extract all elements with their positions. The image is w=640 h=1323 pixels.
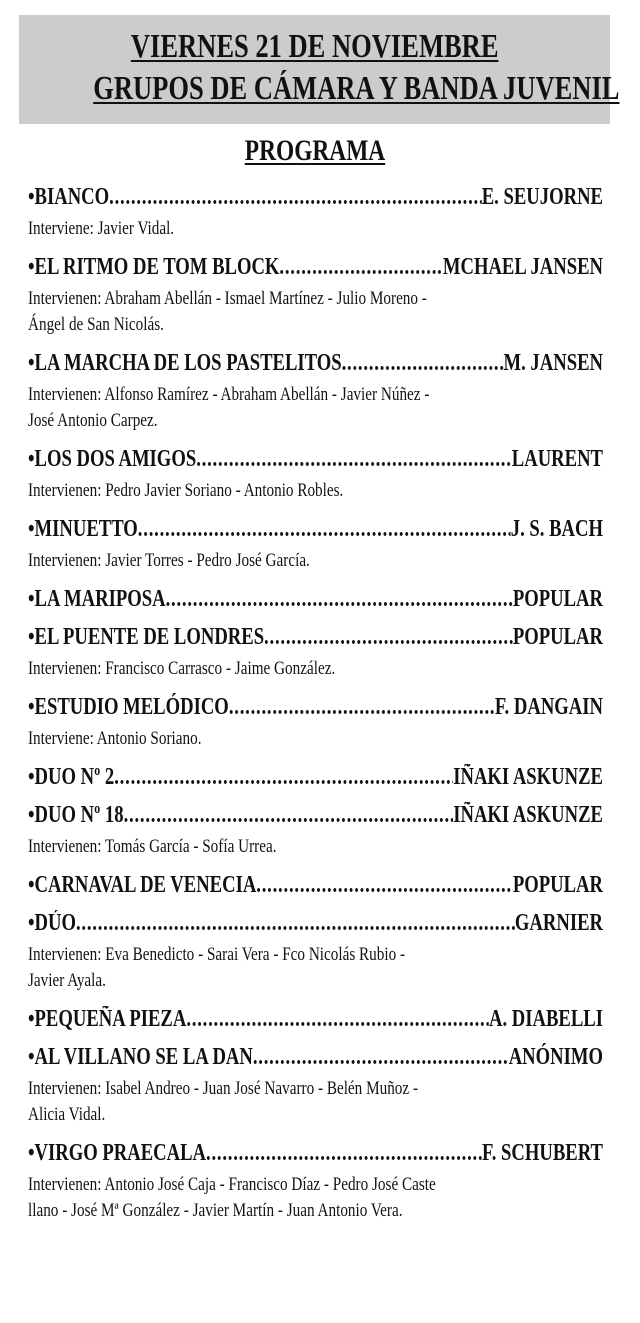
leader-dots xyxy=(279,248,442,286)
program-item-title xyxy=(28,1000,603,1038)
program-item-title xyxy=(28,904,603,942)
composer: J. S. BACH xyxy=(510,516,603,542)
performers-line: Interviene: Antonio Soriano. xyxy=(28,728,202,749)
leader-dots xyxy=(138,510,511,548)
piece-title: EL PUENTE DE LONDRES xyxy=(34,624,265,650)
performers xyxy=(28,548,603,574)
composer: GARNIER xyxy=(514,910,603,936)
performers-line: Intervienen: Antonio José Caja - Francisco Díaz - Pedro José Caste xyxy=(28,1174,436,1195)
bullet-icon: • xyxy=(28,764,35,790)
leader-dots xyxy=(76,904,515,942)
piece-title: LA MARCHA DE LOS PASTELITOS xyxy=(34,350,342,376)
composer: POPULAR xyxy=(512,872,603,898)
composer: POPULAR xyxy=(512,586,603,612)
composer: A. DIABELLI xyxy=(488,1006,603,1032)
performers xyxy=(28,216,603,242)
composer: E. SEUJORNE xyxy=(481,184,603,210)
performers-line: Intervienen: Pedro Javier Soriano - Antonio Robles. xyxy=(28,480,344,501)
performers xyxy=(28,478,603,504)
bullet-icon: • xyxy=(28,802,35,828)
piece-title: BIANCO xyxy=(34,184,110,210)
composer: F. DANGAIN xyxy=(494,694,603,720)
performers xyxy=(28,382,603,434)
leader-dots xyxy=(229,688,495,726)
program-item-title xyxy=(28,580,603,618)
program-item-title xyxy=(28,618,603,656)
leader-dots xyxy=(166,580,513,618)
program-item-title xyxy=(28,758,603,796)
performers-line: Intervienen: Francisco Carrasco - Jaime González. xyxy=(28,658,336,679)
program-item-title xyxy=(28,440,603,478)
piece-title: ESTUDIO MELÓDICO xyxy=(34,694,229,720)
bullet-icon: • xyxy=(28,624,35,650)
bullet-icon: • xyxy=(28,184,35,210)
performers xyxy=(28,1076,603,1128)
performers-line: Alicia Vidal. xyxy=(28,1104,106,1125)
piece-title: DÚO xyxy=(34,910,76,936)
bullet-icon: • xyxy=(28,1006,35,1032)
leader-dots xyxy=(264,618,513,656)
piece-title: EL RITMO DE TOM BLOCK xyxy=(34,254,280,280)
performers-line: Intervienen: Tomás García - Sofía Urrea. xyxy=(28,836,277,857)
performers xyxy=(28,286,603,338)
performers-line: Ángel de San Nicolás. xyxy=(28,314,164,335)
bullet-icon: • xyxy=(28,1044,35,1070)
performers-line: Intervienen: Abraham Abellán - Ismael Martínez - Julio Moreno - xyxy=(28,288,427,309)
piece-title: DUO Nº 18 xyxy=(34,802,124,828)
leader-dots xyxy=(186,1000,489,1038)
piece-title: LOS DOS AMIGOS xyxy=(34,446,197,472)
header-subtitle: GRUPOS DE CÁMARA Y BANDA JUVENIL xyxy=(93,70,620,107)
bullet-icon: • xyxy=(28,586,35,612)
composer: ANÓNIMO xyxy=(508,1044,603,1070)
performers-line: Interviene: Javier Vidal. xyxy=(28,218,175,239)
program-item-title xyxy=(28,248,603,286)
program-item-title xyxy=(28,1038,603,1076)
piece-title: DUO Nº 2 xyxy=(34,764,115,790)
header-date: VIERNES 21 DE NOVIEMBRE xyxy=(130,28,499,65)
performers-line: Javier Ayala. xyxy=(28,970,106,991)
piece-title: PEQUEÑA PIEZA xyxy=(34,1006,187,1032)
leader-dots xyxy=(124,796,454,834)
section-title: PROGRAMA xyxy=(244,134,386,167)
leader-dots xyxy=(109,178,482,216)
leader-dots xyxy=(206,1134,482,1172)
performers xyxy=(28,726,603,752)
leader-dots xyxy=(342,344,504,382)
bullet-icon: • xyxy=(28,446,35,472)
performers-line: José Antonio Carpez. xyxy=(28,410,158,431)
program-item-title xyxy=(28,510,603,548)
program-item-title xyxy=(28,866,603,904)
performers-line: Intervienen: Isabel Andreo - Juan José Navarro - Belén Muñoz - xyxy=(28,1078,419,1099)
program-item-title xyxy=(28,178,603,216)
program-item-title xyxy=(28,1134,603,1172)
bullet-icon: • xyxy=(28,910,35,936)
composer: IÑAKI ASKUNZE xyxy=(453,802,603,828)
composer: M. JANSEN xyxy=(503,350,603,376)
composer: F. SCHUBERT xyxy=(482,1140,603,1166)
leader-dots xyxy=(256,866,513,904)
leader-dots xyxy=(196,440,512,478)
piece-title: AL VILLANO SE LA DAN xyxy=(34,1044,253,1070)
program-item-title xyxy=(28,344,603,382)
composer: IÑAKI ASKUNZE xyxy=(453,764,603,790)
performers xyxy=(28,656,603,682)
composer: LAURENT xyxy=(511,446,603,472)
performers xyxy=(28,1172,603,1224)
piece-title: VIRGO PRAECALA xyxy=(34,1140,207,1166)
performers-line: Intervienen: Alfonso Ramírez - Abraham Abellán - Javier Núñez - xyxy=(28,384,430,405)
performers-line: llano - José Mª González - Javier Martín - Juan Antonio Vera. xyxy=(28,1200,403,1221)
piece-title: LA MARIPOSA xyxy=(34,586,166,612)
performers-line: Intervienen: Eva Benedicto - Sarai Vera - Fco Nicolás Rubio - xyxy=(28,944,406,965)
performers xyxy=(28,942,603,994)
composer: POPULAR xyxy=(512,624,603,650)
piece-title: CARNAVAL DE VENECIA xyxy=(34,872,257,898)
bullet-icon: • xyxy=(28,872,35,898)
program-item-title xyxy=(28,796,603,834)
bullet-icon: • xyxy=(28,516,35,542)
header-banner xyxy=(19,15,620,124)
bullet-icon: • xyxy=(28,694,35,720)
leader-dots xyxy=(253,1038,509,1076)
bullet-icon: • xyxy=(28,350,35,376)
performers-line: Intervienen: Javier Torres - Pedro José García. xyxy=(28,550,310,571)
performers xyxy=(28,834,603,860)
bullet-icon: • xyxy=(28,254,35,280)
composer: MCHAEL JANSEN xyxy=(442,254,603,280)
bullet-icon: • xyxy=(28,1140,35,1166)
piece-title: MINUETTO xyxy=(34,516,138,542)
leader-dots xyxy=(114,758,453,796)
program-list xyxy=(28,178,603,1230)
program-item-title xyxy=(28,688,603,726)
